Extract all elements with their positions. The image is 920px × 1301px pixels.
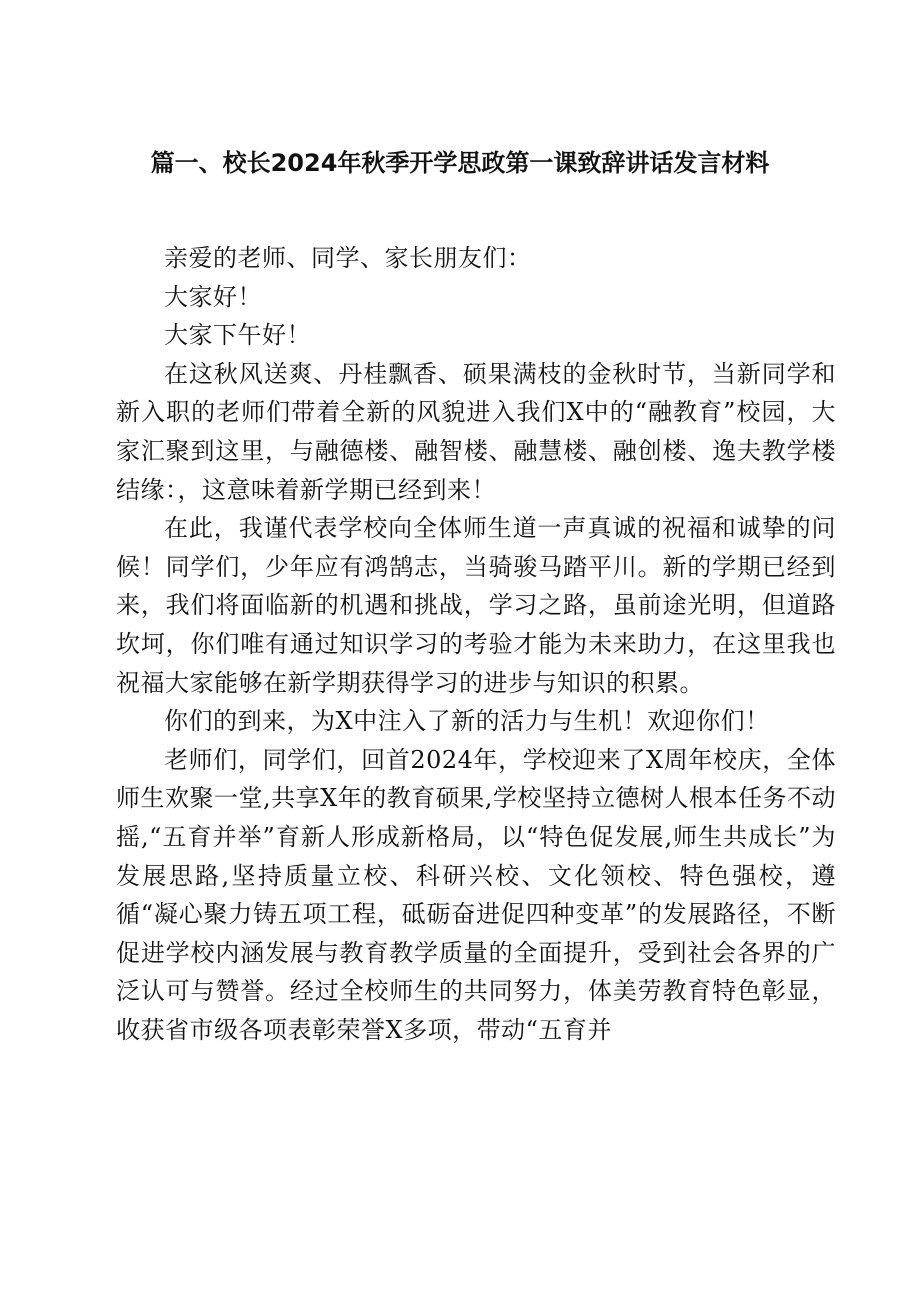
document-title: 篇一、校长2024年秋季开学思政第一课致辞讲话发言材料 [150, 149, 770, 177]
document-body [116, 239, 836, 1049]
salutation-paragraph: 亲爱的老师、同学、家长朋友们： [164, 244, 532, 272]
greeting-afternoon-paragraph: 大家下午好！ [164, 321, 311, 350]
greeting-paragraph: 大家好！ [164, 282, 262, 311]
body-paragraph: 老师们，同学们，回首2024年，学校迎来了X周年校庆，全体师生欢聚一堂,共享X年的教育硕果,学校坚持立德树人根本任务不动摇,“五育并举”育新人形成新格局，以“特色促发展,师生共成长”为发展思路,坚持质量立校、科研兴校、文化领校、特色强校，遵循“凝心聚力铸五项工程，砥砺奋进促四种变革”的发展路径，不断促进学校内涵发展与教育教学质量的全面提升，受到社会各界的广泛认可与赞誉。经过全校师生的共同努力，体美劳教育特色彰显，收获省市级各项表彰荣誉X多项，带动“五育并 [116, 745, 836, 1044]
body-paragraph: 你们的到来，为X中注入了新的活力与生机！欢迎你们！ [164, 707, 770, 736]
body-paragraph: 在这秋风送爽、丹桂飘香、硕果满枝的金秋时节，当新同学和新入职的老师们带着全新的风貌进入我们X中的“融教育”校园，大家汇聚到这里，与融德楼、融智楼、融慧楼、融创楼、逸夫教学楼结缘：，这意味着新学期已经到来！ [116, 359, 836, 504]
body-paragraph: 在此，我谨代表学校向全体师生道一声真诚的祝福和诚挚的问候！同学们，少年应有鸿鹄志，当骑骏马踏平川。新的学期已经到来，我们将面临新的机遇和挑战，学习之路，虽前途光明，但道路坎坷，你们唯有通过知识学习的考验才能为未来助力，在这里我也祝福大家能够在新学期获得学习的进步与知识的积累。 [116, 514, 836, 697]
